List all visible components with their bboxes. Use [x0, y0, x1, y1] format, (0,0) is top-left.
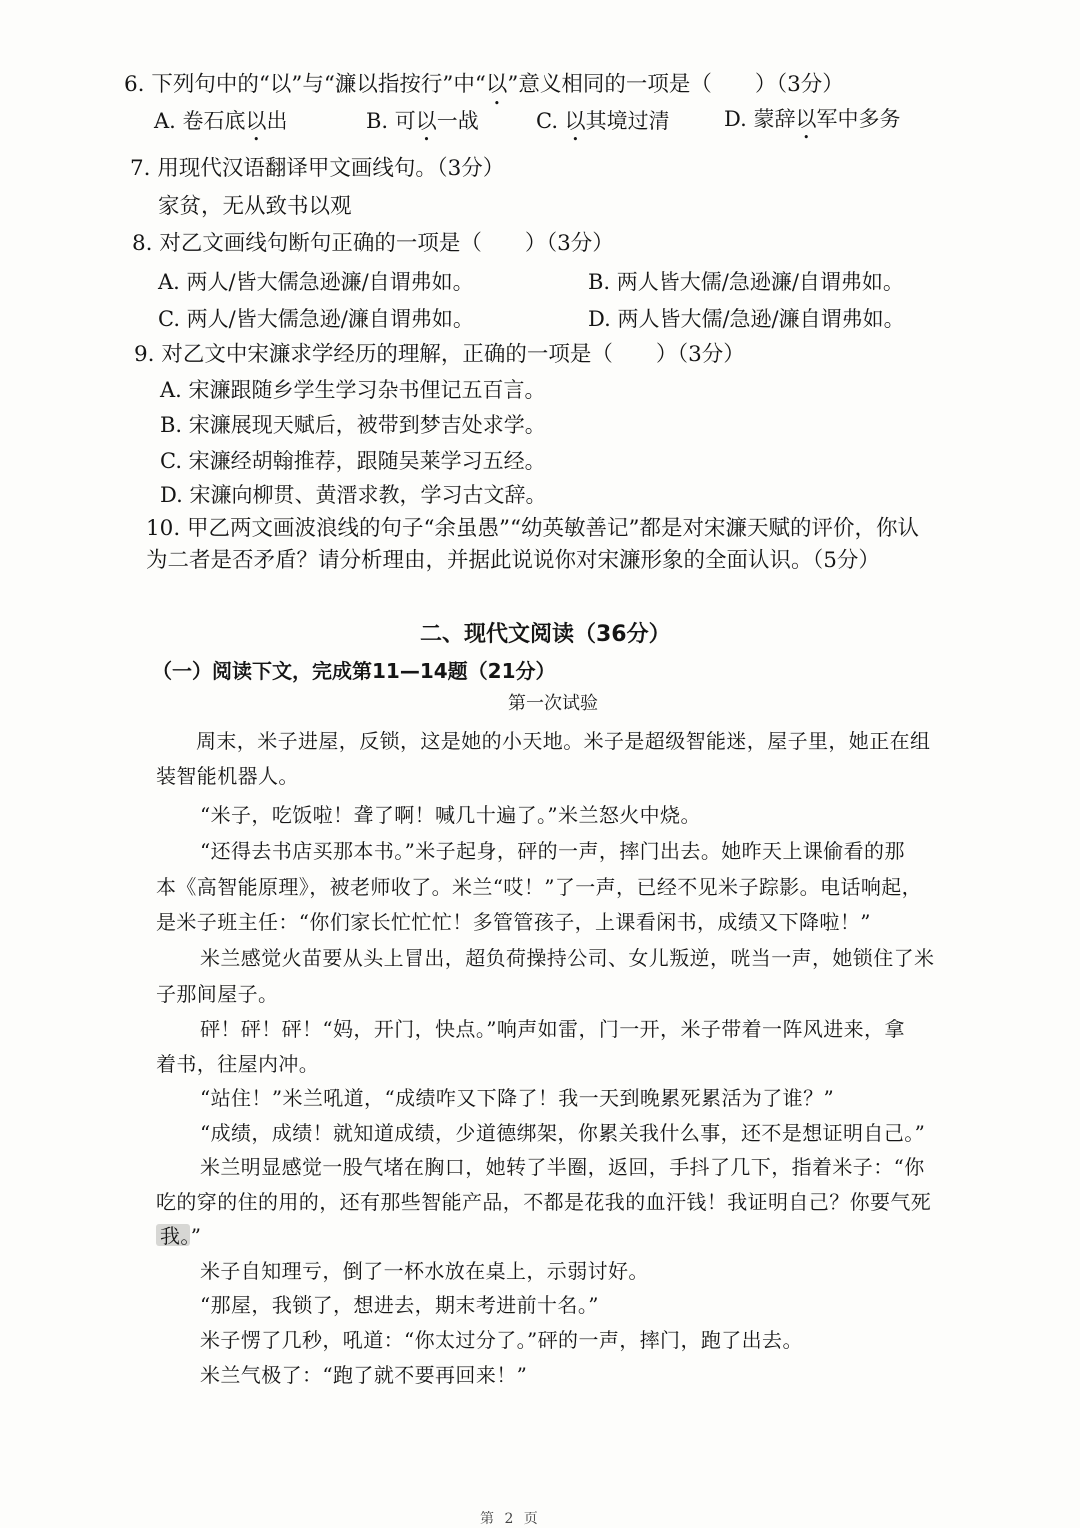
essay-line: 米子愣了几秒，吼道：“你太过分了。”砰的一声，摔门，跑了出去。: [200, 1328, 803, 1352]
section-subheading: （一）阅读下文，完成第11—14题（21分）: [152, 659, 556, 683]
essay-title: 第一次试验: [508, 693, 598, 714]
q6-option-a: A. 卷石底以出: [154, 109, 288, 133]
q6-option-b: B. 可以一战: [366, 109, 479, 133]
essay-line: 本《高智能原理》，被老师收了。米兰“哎！”了一声，已经不见米子踪影。电话响起，: [156, 875, 923, 899]
essay-line: 装智能机器人。: [156, 764, 299, 788]
q7-sentence: 家贫，无从致书以观: [158, 194, 352, 219]
essay-line: 子那间屋子。: [156, 982, 279, 1006]
essay-line: “米子，吃饭啦！聋了啊！喊几十遍了。”米兰怒火中烧。: [200, 803, 701, 827]
essay-line: 是米子班主任：“你们家长忙忙忙！多管管孩子，上课看闲书，成绩又下降啦！”: [156, 910, 871, 934]
essay-line: 吃的穿的住的用的，还有那些智能产品，不都是花我的血汗钱！我证明自己？你要气死: [156, 1190, 932, 1214]
q10-line-1: 10. 甲乙两文画波浪线的句子“余虽愚”“幼英敏善记”都是对宋濂天赋的评价，你认: [146, 516, 919, 541]
q8-option-d: D. 两人皆大儒/急逊/濂自谓弗如。: [588, 307, 905, 331]
section-heading: 二、现代文阅读（36分）: [420, 622, 671, 647]
essay-line: 着书，往屋内冲。: [156, 1052, 320, 1076]
page-number: 第 2 页: [480, 1511, 541, 1527]
essay-line: 我。”: [160, 1224, 202, 1248]
q9-option-b: B. 宋濂展现天赋后，被带到梦吉处求学。: [160, 413, 546, 437]
essay-line: 米兰明显感觉一股气堵在胸口，她转了半圈，返回，手抖了几下，指着米子：“你: [200, 1155, 925, 1179]
q6-option-d: D. 蒙辞以军中多务: [724, 107, 901, 131]
essay-line: “还得去书店买那本书。”米子起身，砰的一声，摔门出去。她昨天上课偷看的那: [200, 839, 905, 863]
essay-line: 米兰气极了：“跑了就不要再回来！”: [200, 1363, 528, 1387]
q9-option-d: D. 宋濂向柳贯、黄溍求教，学习古文辞。: [160, 483, 547, 507]
q8-option-a: A. 两人/皆大儒急逊濂/自谓弗如。: [158, 270, 474, 294]
essay-line: 周末，米子进屋，反锁，这是她的小天地。米子是超级智能迷，屋子里，她正在组: [196, 729, 931, 753]
essay-line: “成绩，成绩！就知道成绩，少道德绑架，你累关我什么事，还不是想证明自己。”: [200, 1121, 926, 1145]
q6-stem-emphasis: 以: [485, 72, 508, 97]
essay-line: 米兰感觉火苗要从头上冒出，超负荷操持公司、女儿叛逆，咣当一声，她锁住了米: [200, 946, 935, 970]
q8-option-b: B. 两人皆大儒/急逊濂/自谓弗如。: [588, 270, 904, 294]
q9-stem: 9. 对乙文中宋濂求学经历的理解，正确的一项是（ ）（3分）: [134, 342, 745, 367]
q9-option-c: C. 宋濂经胡翰推荐，跟随吴莱学习五经。: [160, 449, 546, 473]
q6-stem: 6. 下列句中的“以”与“濂以指按行”中“以”意义相同的一项是（ ）（3分）: [124, 72, 844, 97]
essay-line: 砰！砰！砰！“妈，开门，快点。”响声如雷，门一开，米子带着一阵风进来，拿: [200, 1017, 905, 1041]
essay-line: “那屋，我锁了，想进去，期末考进前十名。”: [200, 1293, 599, 1317]
q8-stem: 8. 对乙文画线句断句正确的一项是（ ）（3分）: [132, 231, 614, 256]
essay-line: “站住！”米兰吼道，“成绩咋又下降了！我一天到晚累死累活为了谁？”: [200, 1086, 835, 1110]
q6-option-c: C. 以其境过清: [536, 109, 670, 133]
q8-option-c: C. 两人/皆大儒急逊/濂自谓弗如。: [158, 307, 474, 331]
q7-stem: 7. 用现代汉语翻译甲文画线句。（3分）: [130, 156, 505, 181]
q9-option-a: A. 宋濂跟随乡学生学习杂书俚记五百言。: [160, 378, 546, 402]
essay-line: 米子自知理亏，倒了一杯水放在桌上，示弱讨好。: [200, 1259, 649, 1283]
q10-line-2: 为二者是否矛盾？请分析理由，并据此说说你对宋濂形象的全面认识。（5分）: [146, 548, 880, 573]
